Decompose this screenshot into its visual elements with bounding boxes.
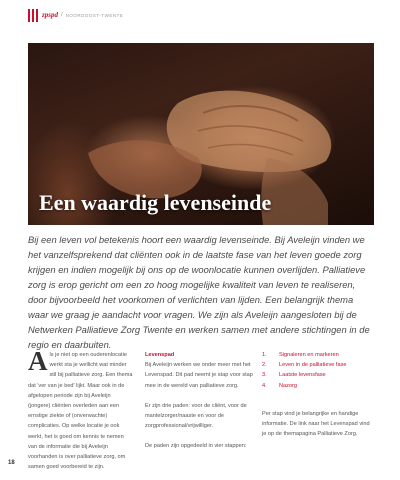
header-separator: / — [60, 12, 63, 18]
running-header — [28, 7, 123, 23]
step-item: 3. Laatste levensfase — [262, 372, 326, 379]
page-number: 18 — [8, 460, 15, 466]
levenspad-heading: Levenspad — [145, 352, 175, 358]
step-item: 2. Leven in de palliatieve fase — [262, 362, 347, 369]
drop-cap: A — [28, 346, 48, 376]
column-3-paragraph: Per stap vind je belangrijke en handige informatie. De link naar het Levenspad vind je op de themapagina Palliatieve Zorg. — [262, 410, 370, 438]
column-1-text: ls je niet op een ouderenlocatie werkt sta je wellicht wat minder stil bij palliatieve zorg. Een thema dat 'ver van je bed' lijkt. Maar ook in de afgelopen periode zijn bij Aveleijn (jongere) cliënten overleden aan een ernstige ziekte of (onverwachte) complicaties. Op welke locatie je ook werkt, het is goed om kennis te nemen van de informatie die bij Aveleijn voorhanden is over palliatieve zorg, om samen goed voorbereid te zijn. — [28, 352, 133, 471]
body-column-2 — [145, 350, 255, 452]
body-column-3 — [262, 350, 374, 439]
steps-list — [262, 350, 374, 391]
column-2-paragraph-3: De paden zijn opgedeeld in vier stappen: — [145, 443, 247, 450]
brand-name: zpspd — [42, 11, 58, 19]
step-item: 4. Nazorg — [262, 382, 298, 389]
intro-paragraph: Bij een leven vol betekenis hoort een waardig levenseinde. Bij Aveleijn vinden we het vanzelfsprekend dat cliënten ook in de laatste fase van het leven goede zorg krijgen en indien mogelijk bij ons op de woonlocatie kunnen overlijden. Palliatieve zorg is erop gericht om een zo hoog mogelijke kwaliteit van leven te realiseren, door bijvoorbeeld het voorkomen of verlichten van lijden. Een belangrijk thema waar we graag je aandacht voor vragen. We zijn als Aveleijn aangesloten bij de Netwerken Palliatieve Zorg Twente en werken samen met andere stichtingen in de regio en daarbuiten. — [28, 234, 370, 350]
hero-photo — [28, 43, 374, 225]
brand-bars-icon — [28, 9, 38, 22]
column-2-paragraph-1: Bij Aveleijn werken we onder meer met het Levenspad. Dit pad neemt je stap voor stap mee in de wereld van palliatieve zorg. — [145, 362, 253, 389]
section-label: NOORDOOST-TWENTE — [65, 12, 124, 18]
column-2-paragraph-2: Er zijn drie paden: voor de cliënt, voor de mantelzorger/naaste en voor de zorgprofessional/vrijwilliger. — [145, 402, 247, 430]
body-column-1 — [28, 346, 134, 472]
step-item: 1. Signaleren en markeren — [262, 352, 339, 358]
article-title: Een waardig levenseinde — [39, 190, 272, 215]
